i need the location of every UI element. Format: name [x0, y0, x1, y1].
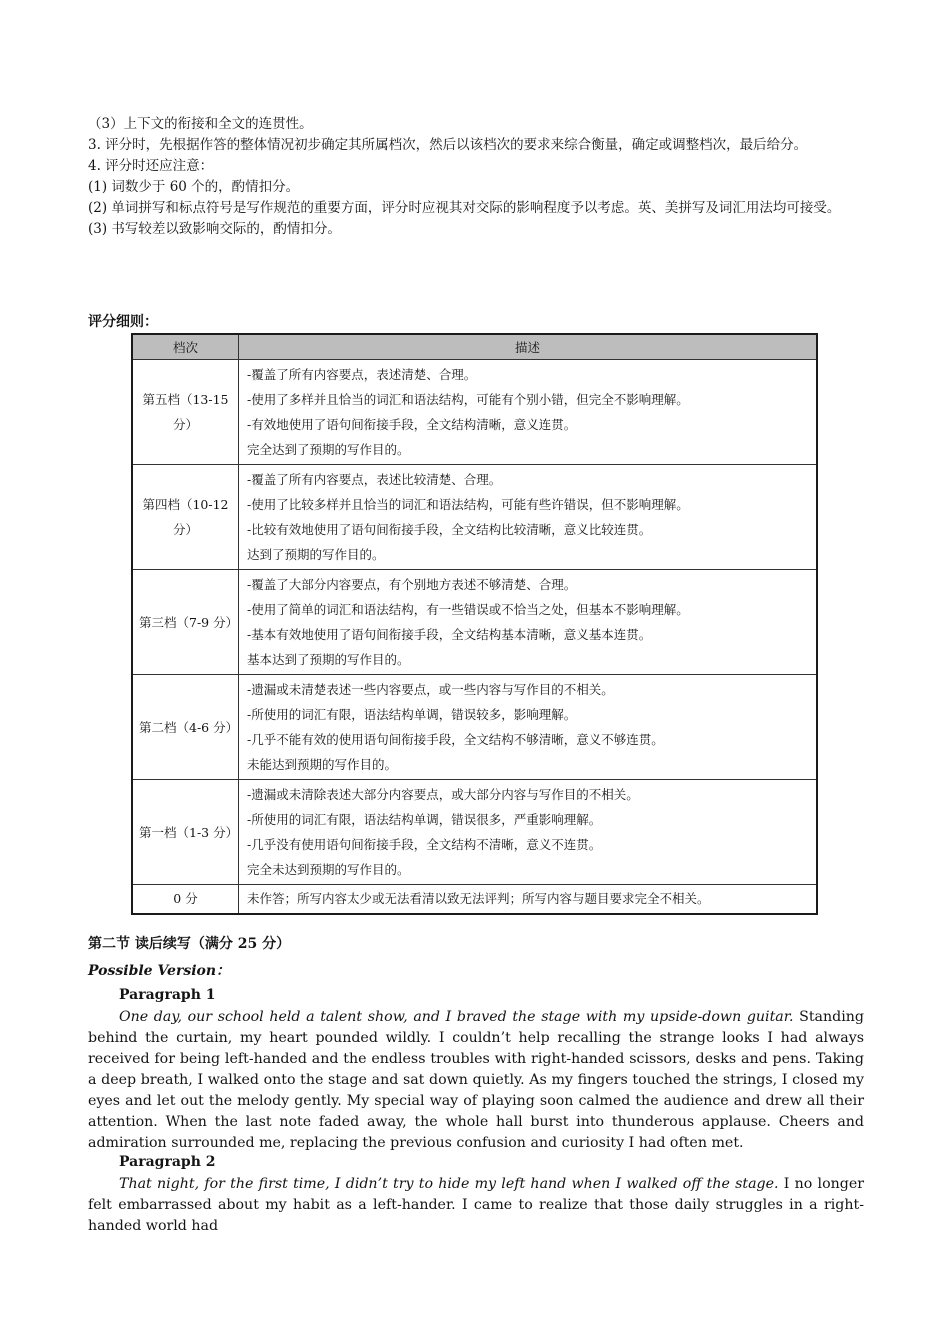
table-row	[132, 885, 817, 915]
desc-line: -比较有效地使用了语句间衔接手段，全文结构比较清晰，意义比较连贯。	[247, 522, 652, 537]
note-line: （3）上下文的衔接和全文的连贯性。	[88, 116, 313, 132]
band-level: 第四档（10-12 分）	[132, 465, 239, 570]
desc-line: 未能达到预期的写作目的。	[247, 757, 398, 772]
header-level: 档次	[132, 334, 239, 360]
desc-line: 达到了预期的写作目的。	[247, 547, 385, 562]
table-row	[132, 780, 817, 885]
desc-line: -覆盖了所有内容要点，表述比较清楚、合理。	[247, 472, 502, 487]
desc-line: -覆盖了大部分内容要点，有个别地方表述不够清楚、合理。	[247, 577, 577, 592]
note-line: (1) 词数少于 60 个的，酌情扣分。	[88, 179, 300, 195]
header-desc: 描述	[239, 334, 818, 360]
desc-line: -遗漏或未清楚表述一些内容要点，或一些内容与写作目的不相关。	[247, 682, 614, 697]
rubric-header-row	[132, 334, 817, 360]
band-desc: 未作答；所写内容太少或无法看清以致无法评判；所写内容与题目要求完全不相关。	[239, 885, 818, 915]
desc-line: -所使用的词汇有限，语法结构单调，错误很多，严重影响理解。	[247, 812, 602, 827]
band-desc	[239, 675, 818, 780]
desc-line: -有效地使用了语句间衔接手段，全文结构清晰，意义连贯。	[247, 417, 577, 432]
band-level: 第一档（1-3 分）	[132, 780, 239, 885]
band-level: 第三档（7-9 分）	[132, 570, 239, 675]
band-level: 0 分	[132, 885, 239, 915]
possible-version-label: Possible Version：	[88, 963, 231, 979]
band-level: 第二档（4-6 分）	[132, 675, 239, 780]
desc-line: -使用了多样并且恰当的词汇和语法结构，可能有个别小错，但完全不影响理解。	[247, 392, 689, 407]
band-desc	[239, 360, 818, 465]
note-line: (2) 单词拼写和标点符号是写作规范的重要方面，评分时应视其对交际的影响程度予以考虑。英、美拼写及词汇用法均可接受。	[88, 200, 841, 216]
note-line: 3. 评分时，先根据作答的整体情况初步确定其所属档次，然后以该档次的要求来综合衡量，确定或调整档次，最后给分。	[88, 137, 808, 153]
paragraph-lead: That night, for the first time, I didn’t try to hide my left hand when I walked off the stage.	[119, 1176, 779, 1192]
paragraph-lead: One day, our school held a talent show, and I braved the stage with my upside-down guitar.	[119, 1009, 794, 1025]
table-row	[132, 675, 817, 780]
paragraph-text	[88, 1007, 864, 1154]
table-row	[132, 360, 817, 465]
desc-line: -使用了比较多样并且恰当的词汇和语法结构，可能有些许错误，但不影响理解。	[247, 497, 689, 512]
desc-line: -使用了简单的词汇和语法结构，有一些错误或不恰当之处，但基本不影响理解。	[247, 602, 689, 617]
desc-line: 完全达到了预期的写作目的。	[247, 442, 410, 457]
band-desc	[239, 570, 818, 675]
scoring-notes	[88, 114, 878, 240]
paragraph-title: Paragraph 1	[119, 987, 216, 1003]
table-row	[132, 570, 817, 675]
section-heading: 第二节 读后续写（满分 25 分）	[88, 936, 291, 952]
desc-line: -遗漏或未清除表述大部分内容要点，或大部分内容与写作目的不相关。	[247, 787, 639, 802]
table-row	[132, 465, 817, 570]
band-desc	[239, 780, 818, 885]
note-line: 4. 评分时还应注意：	[88, 158, 214, 174]
desc-line: 基本达到了预期的写作目的。	[247, 652, 410, 667]
paragraph-title: Paragraph 2	[119, 1154, 216, 1170]
desc-line: -几乎没有使用语句间衔接手段，全文结构不清晰，意义不连贯。	[247, 837, 602, 852]
band-level: 第五档（13-15 分）	[132, 360, 239, 465]
paragraph-body: Standing behind the curtain, my heart pounded wildly. I couldn’t help recalling the strange looks I had always received for being left-handed and the endless troubles with right-handed scissors, desks and pens. Taking a deep breath, I walked onto the stage and sat down quietly. As my fingers touched the strings, I closed my eyes and let out the melody gently. My special way of playing soon calmed the audience and drew all their attention. When the last note faded away, the whole hall burst into thunderous applause. Cheers and admiration surrounded me, replacing the previous confusion and curiosity I had often met.	[88, 1009, 864, 1151]
desc-line: -覆盖了所有内容要点，表述清楚、合理。	[247, 367, 477, 382]
rubric-label: 评分细则：	[88, 314, 158, 330]
desc-line: -几乎不能有效的使用语句间衔接手段，全文结构不够清晰，意义不够连贯。	[247, 732, 664, 747]
desc-line: -基本有效地使用了语句间衔接手段，全文结构基本清晰，意义基本连贯。	[247, 627, 652, 642]
band-desc	[239, 465, 818, 570]
paragraph-text	[88, 1174, 864, 1237]
note-line: (3) 书写较差以致影响交际的，酌情扣分。	[88, 221, 341, 237]
desc-line: 完全未达到预期的写作目的。	[247, 862, 410, 877]
desc-line: -所使用的词汇有限，语法结构单调，错误较多，影响理解。	[247, 707, 577, 722]
rubric-table	[131, 333, 818, 915]
paragraph-body: I no longer felt embarrassed about my habit as a left-hander. I came to realize that those daily struggles in a right-handed world had	[88, 1176, 865, 1234]
